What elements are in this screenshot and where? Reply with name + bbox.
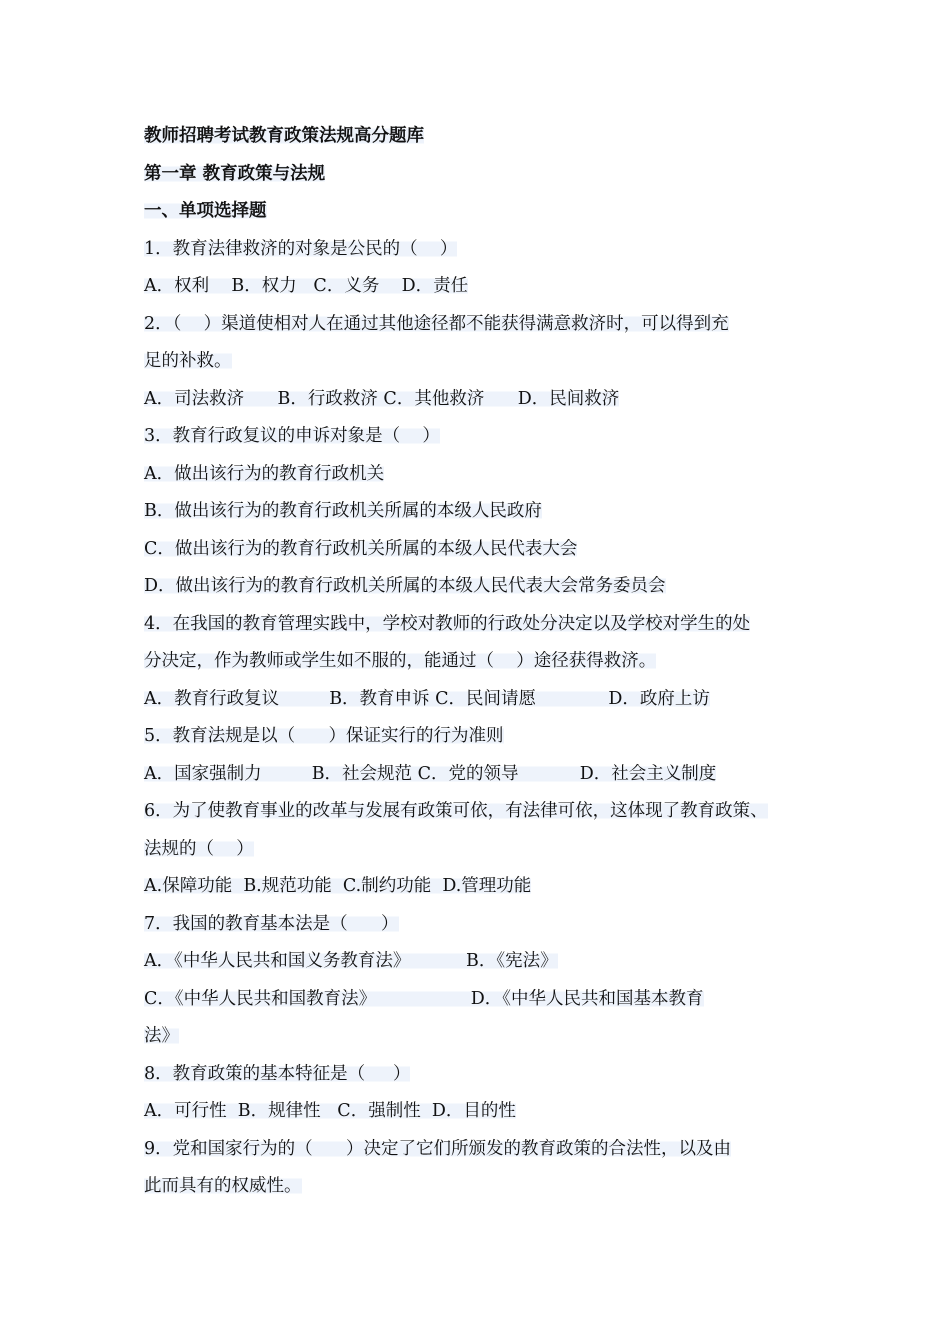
line-text: 分决定，作为教师或学生如不服的，能通过（ ）途径获得救济。: [144, 651, 657, 671]
line-text: A．权利 B．权力 C．义务 D．责任: [144, 276, 469, 296]
question-3: [144, 418, 844, 456]
section-heading: [144, 193, 844, 231]
line-text: A．做出该行为的教育行政机关: [144, 463, 385, 484]
line-text: 3．教育行政复议的申诉对象是（ ）: [144, 426, 440, 446]
document-title: [144, 118, 844, 156]
line-text: B．做出该行为的教育行政机关所属的本级人民政府: [144, 501, 542, 521]
line-text: A．教育行政复议 B．教育申诉 C．民间请愿 D．政府上访: [144, 688, 710, 709]
question-6-options: [144, 868, 844, 906]
question-7-options-cd: [144, 981, 844, 1019]
question-7: [144, 906, 844, 944]
question-2-continued: [144, 343, 844, 381]
line-text: A．国家强制力 B．社会规范 C．党的领导 D．社会主义制度: [144, 763, 717, 784]
question-9-continued: [144, 1168, 844, 1206]
question-7-options-ab: [144, 943, 844, 981]
line-text: 此而具有的权威性。: [144, 1176, 302, 1196]
line-text: A.保障功能 B.规范功能 C.制约功能 D.管理功能: [144, 876, 532, 896]
line-text: 9．党和国家行为的（ ）决定了它们所颁发的教育政策的合法性，以及由: [144, 1138, 732, 1159]
question-1-options: [144, 268, 844, 306]
question-4-continued: [144, 643, 844, 681]
question-4: [144, 606, 844, 644]
chapter-heading: [144, 156, 844, 194]
question-8-options: [144, 1093, 844, 1131]
line-text: 1．教育法律救济的对象是公民的（ ）: [144, 238, 458, 259]
question-2: [144, 306, 844, 344]
question-7-options-continued: [144, 1018, 844, 1056]
line-text: 4．在我国的教育管理实践中，学校对教师的行政处分决定以及学校对学生的处: [144, 613, 751, 634]
line-text: 7．我国的教育基本法是（ ）: [144, 913, 399, 934]
line-text: 法规的（ ）: [144, 838, 254, 859]
question-6-continued: [144, 831, 844, 869]
line-text: C．《中华人民共和国教育法》 D．《中华人民共和国基本教育: [144, 988, 704, 1009]
line-text: 法》: [144, 1026, 179, 1046]
question-5-options: [144, 756, 844, 794]
line-text: 2．（ ）渠道使相对人在通过其他途径都不能获得满意救济时，可以得到充: [144, 313, 729, 334]
chapter-heading-text: 第一章 教育政策与法规: [144, 163, 326, 184]
question-3-option-b: [144, 493, 844, 531]
line-text: 足的补救。: [144, 351, 232, 371]
question-5: [144, 718, 844, 756]
line-text: C．做出该行为的教育行政机关所属的本级人民代表大会: [144, 538, 578, 559]
question-8: [144, 1056, 844, 1094]
line-text: A．《中华人民共和国义务教育法》 B．《宪法》: [144, 951, 558, 971]
section-heading-text: 一、单项选择题: [144, 201, 267, 221]
question-3-option-c: [144, 531, 844, 569]
question-3-option-a: [144, 456, 844, 494]
question-2-options: [144, 381, 844, 419]
line-text: 8．教育政策的基本特征是（ ）: [144, 1063, 411, 1084]
line-text: D．做出该行为的教育行政机关所属的本级人民代表大会常务委员会: [144, 576, 666, 596]
line-text: 5．教育法规是以（ ）保证实行的行为准则: [144, 726, 504, 746]
line-text: 6．为了使教育事业的改革与发展有政策可依，有法律可依，这体现了教育政策、: [144, 801, 768, 821]
document-title-text: 教师招聘考试教育政策法规高分题库: [144, 126, 424, 146]
question-6: [144, 793, 844, 831]
line-text: A．可行性 B．规律性 C．强制性 D．目的性: [144, 1101, 516, 1121]
question-1: [144, 231, 844, 269]
document-content: [144, 118, 844, 1206]
line-text: A．司法救济 B．行政救济 C．其他救济 D．民间救济: [144, 388, 620, 409]
question-9: [144, 1131, 844, 1169]
question-3-option-d: [144, 568, 844, 606]
question-4-options: [144, 681, 844, 719]
